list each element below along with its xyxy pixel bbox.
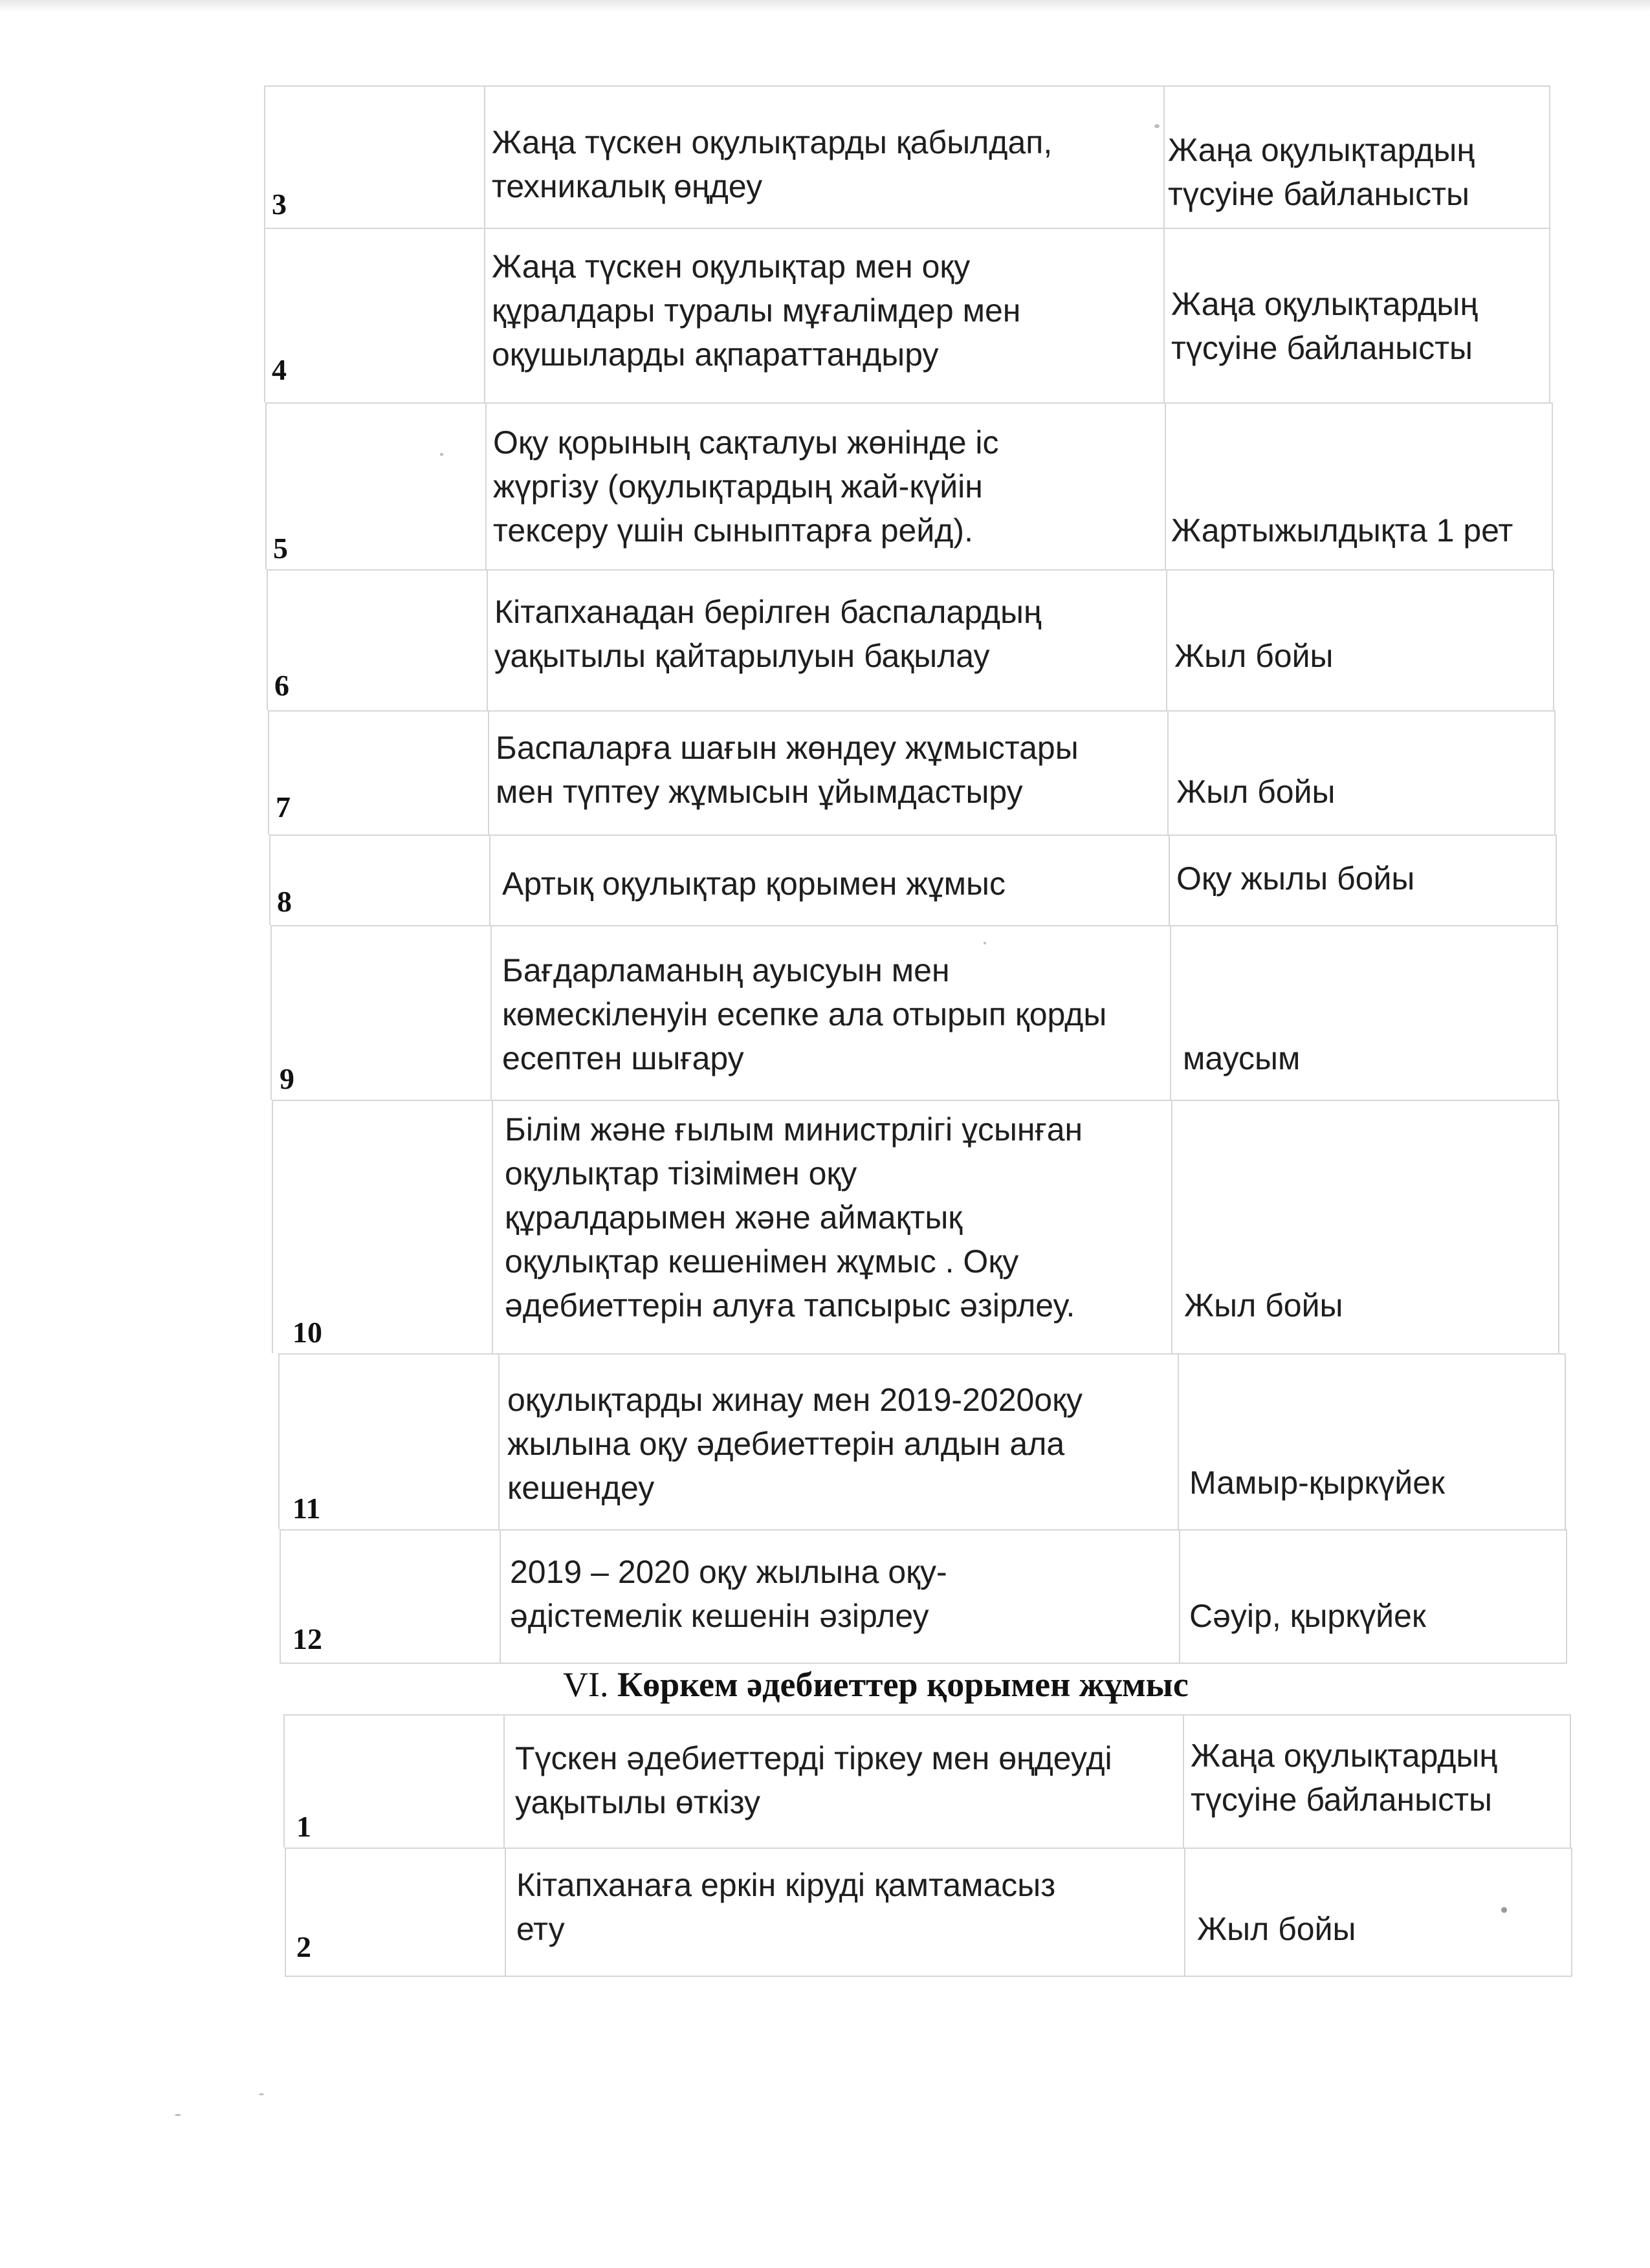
period-text: Сәуір, қыркүйек xyxy=(1189,1598,1426,1634)
row-number: 2 xyxy=(296,1930,311,1963)
table-row xyxy=(0,1714,1650,1848)
scan-speck xyxy=(259,2093,264,2095)
row-number: 1 xyxy=(296,1810,311,1843)
number-cell xyxy=(264,228,484,402)
number-cell xyxy=(270,925,490,1100)
task-text: Білім және ғылым министрлігі ұсынған оқулықтар тізімімен оқу құралдарымен және аймақтық оқулықтар кешенімен жұмыс . Оқу әдебиеттерін алуға тапсырыс әзірлеу. xyxy=(505,1111,1083,1324)
number-cell xyxy=(269,834,489,925)
table-row xyxy=(0,834,1650,925)
task-text: Бағдарламаның ауысуын мен көмескіленуін есепке ала отырып қорды есептен шығару xyxy=(502,952,1107,1076)
number-cell xyxy=(264,85,484,228)
row-number: 3 xyxy=(272,188,287,221)
task-text: Кітапханаға еркін кіруді қамтамасыз ету xyxy=(516,1867,1056,1947)
row-number: 7 xyxy=(276,791,291,823)
table-row xyxy=(0,1529,1650,1664)
row-number: 5 xyxy=(273,532,288,565)
scan-speck xyxy=(984,942,986,944)
table-row xyxy=(0,228,1650,402)
number-cell xyxy=(267,569,487,710)
table-row xyxy=(0,569,1650,710)
scan-edge xyxy=(0,0,1650,12)
period-text: Жаңа оқулықтардың түсуіне байланысты xyxy=(1168,132,1475,212)
table-row xyxy=(0,1353,1650,1529)
row-number: 9 xyxy=(280,1062,294,1095)
period-text: Мамыр-қыркүйек xyxy=(1189,1465,1445,1501)
section-heading xyxy=(563,1664,1189,1705)
scan-speck xyxy=(175,2114,181,2116)
task-text: Жаңа түскен оқулықтарды қабылдап, техникалық өңдеу xyxy=(492,124,1053,204)
task-text: Кітапханадан берілген баспалардың уақытылы қайтарылуын бақылау xyxy=(494,594,1042,674)
row-number: 4 xyxy=(272,353,287,386)
row-number: 8 xyxy=(277,885,292,918)
table-row xyxy=(0,1848,1650,1977)
number-cell xyxy=(285,1848,505,1977)
number-cell xyxy=(283,1714,503,1848)
scan-speck xyxy=(1154,124,1160,128)
period-text: Жыл бойы xyxy=(1174,638,1334,674)
task-text: 2019 – 2020 оқу жылына оқу- әдістемелік кешенін әзірлеу xyxy=(510,1554,947,1634)
period-text: маусым xyxy=(1183,1040,1301,1076)
period-text: Жаңа оқулықтардың түсуіне байланысты xyxy=(1191,1738,1497,1818)
row-number: 6 xyxy=(274,669,289,702)
task-text: оқулықтарды жинау мен 2019-2020оқу жылына оқу әдебиеттерін алдын ала кешендеу xyxy=(507,1382,1083,1506)
period-text: Жыл бойы xyxy=(1184,1287,1343,1324)
row-number: 11 xyxy=(292,1492,321,1525)
scan-speck xyxy=(440,453,443,456)
section-title: Көркем әдебиеттер қорымен жұмыс xyxy=(617,1665,1189,1704)
number-cell xyxy=(265,402,485,569)
task-text: Баспаларға шағын жөндеу жұмыстары мен түптеу жұмысын ұйымдастыру xyxy=(496,730,1079,810)
number-cell xyxy=(268,710,488,834)
period-text: Жартыжылдықта 1 рет xyxy=(1171,512,1513,549)
row-number: 12 xyxy=(292,1622,322,1655)
table-row xyxy=(0,925,1650,1100)
table-row xyxy=(0,402,1650,569)
table-row xyxy=(0,85,1650,228)
period-text: Жыл бойы xyxy=(1197,1911,1356,1947)
period-text: Оқу жылы бойы xyxy=(1176,860,1415,897)
task-text: Жаңа түскен оқулықтар мен оқу құралдары туралы мұғалімдер мен оқушыларды ақпараттандыру xyxy=(492,248,1021,373)
section-number: VI. xyxy=(563,1665,609,1704)
row-number: 10 xyxy=(292,1316,322,1349)
table-row xyxy=(0,710,1650,834)
table-row xyxy=(0,1100,1650,1353)
period-text: Жаңа оқулықтардың түсуіне байланысты xyxy=(1171,286,1478,366)
task-text: Оқу қорының сақталуы жөнінде іс жүргізу (оқулықтардың жай-күйін тексеру үшін сыныптарға рейд). xyxy=(493,424,999,549)
task-text: Түскен әдебиеттерді тіркеу мен өңдеуді уақытылы өткізу xyxy=(515,1740,1112,1820)
task-text: Артық оқулықтар қорымен жұмыс xyxy=(502,866,1006,902)
scan-speck xyxy=(1501,1907,1507,1913)
period-text: Жыл бойы xyxy=(1176,774,1336,810)
